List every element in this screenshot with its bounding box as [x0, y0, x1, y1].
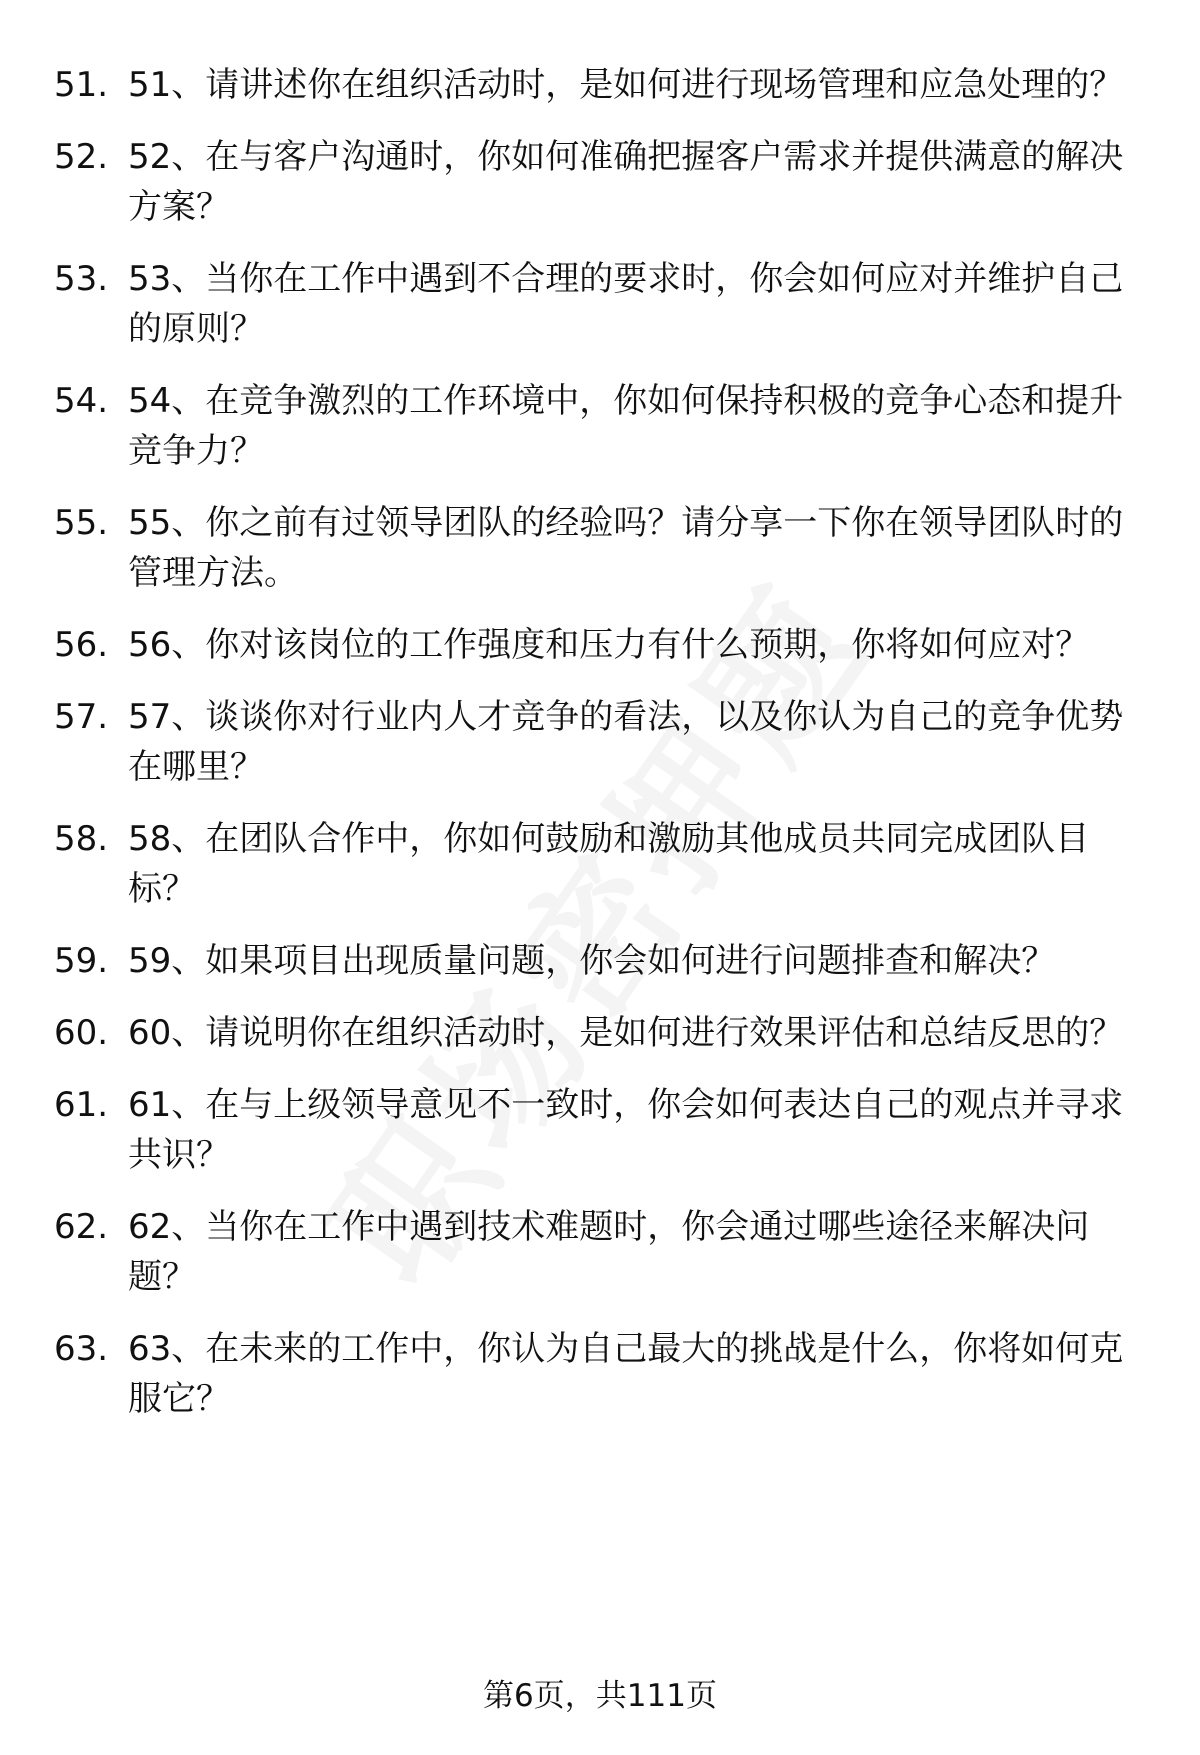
question-number: 52.	[54, 137, 109, 177]
question-item-62	[0, 1202, 1200, 1302]
question-number: 53.	[54, 259, 109, 299]
question-text: 57、谈谈你对行业内人才竞争的看法，以及你认为自己的竞争优势在哪里？	[128, 697, 1124, 787]
question-number: 59.	[54, 941, 109, 981]
question-text: 63、在未来的工作中，你认为自己最大的挑战是什么，你将如何克服它？	[128, 1329, 1124, 1419]
question-number: 56.	[54, 625, 109, 665]
question-item-59	[0, 936, 1200, 986]
question-text: 59、如果项目出现质量问题，你会如何进行问题排查和解决？	[128, 941, 1056, 981]
question-item-54	[0, 376, 1200, 476]
question-text: 54、在竞争激烈的工作环境中，你如何保持积极的竞争心态和提升竞争力？	[128, 381, 1124, 471]
question-text: 62、当你在工作中遇到技术难题时，你会通过哪些途径来解决问题？	[128, 1207, 1090, 1297]
question-text: 56、你对该岗位的工作强度和压力有什么预期，你将如何应对？	[128, 625, 1090, 665]
question-text: 53、当你在工作中遇到不合理的要求时，你会如何应对并维护自己的原则？	[128, 259, 1124, 349]
question-number: 61.	[54, 1085, 109, 1125]
question-number: 57.	[54, 697, 109, 737]
question-item-60	[0, 1008, 1200, 1058]
question-text: 52、在与客户沟通时，你如何准确把握客户需求并提供满意的解决方案？	[128, 137, 1124, 227]
question-list	[0, 60, 1200, 1446]
question-item-57	[0, 692, 1200, 792]
question-number: 62.	[54, 1207, 109, 1247]
question-number: 54.	[54, 381, 109, 421]
question-number: 55.	[54, 503, 109, 543]
question-item-51	[0, 60, 1200, 110]
question-text: 61、在与上级领导意见不一致时，你会如何表达自己的观点并寻求共识？	[128, 1085, 1124, 1175]
question-number: 58.	[54, 819, 109, 859]
question-text: 55、你之前有过领导团队的经验吗？请分享一下你在领导团队时的管理方法。	[128, 503, 1124, 593]
question-item-56	[0, 620, 1200, 670]
question-item-61	[0, 1080, 1200, 1180]
question-number: 63.	[54, 1329, 109, 1369]
question-item-63	[0, 1324, 1200, 1424]
question-item-52	[0, 132, 1200, 232]
page-number-footer: 第6页，共111页	[483, 1678, 717, 1714]
question-number: 51.	[54, 65, 109, 105]
question-text: 51、请讲述你在组织活动时，是如何进行现场管理和应急处理的？	[128, 65, 1124, 105]
question-text: 58、在团队合作中，你如何鼓励和激励其他成员共同完成团队目标？	[128, 819, 1090, 909]
question-number: 60.	[54, 1013, 109, 1053]
question-text: 60、请说明你在组织活动时，是如何进行效果评估和总结反思的？	[128, 1013, 1124, 1053]
question-item-53	[0, 254, 1200, 354]
question-item-58	[0, 814, 1200, 914]
question-item-55	[0, 498, 1200, 598]
